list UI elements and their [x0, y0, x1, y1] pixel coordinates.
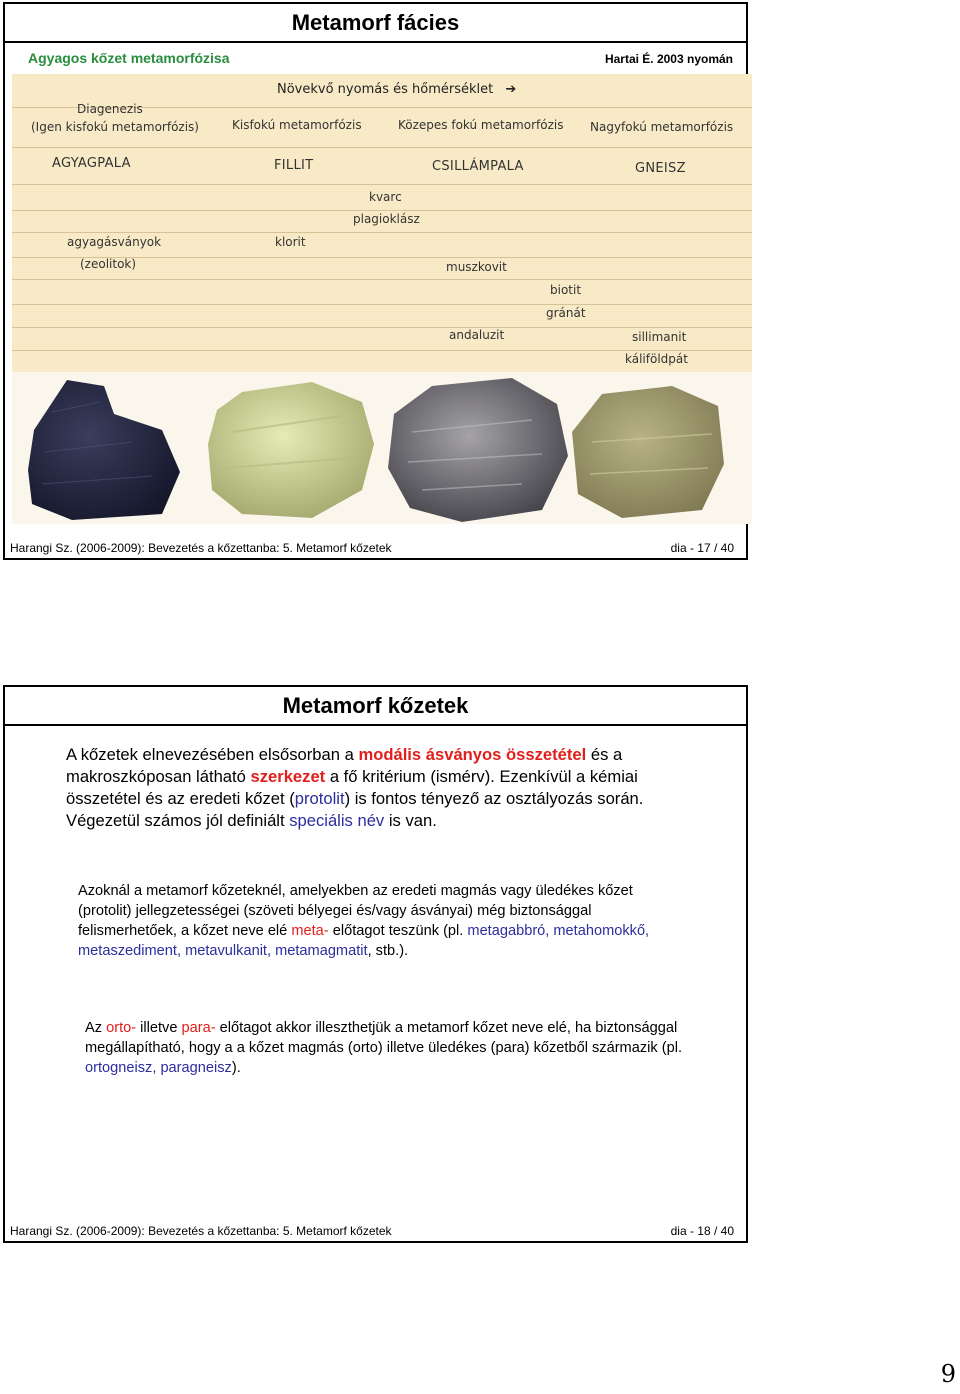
highlight-special-name: speciális név [289, 811, 385, 830]
rock-photo-csillampala [388, 378, 568, 522]
rock-photos-svg [12, 372, 752, 524]
mineral-kvarc: kvarc [369, 190, 402, 204]
rock-agyagpala: AGYAGPALA [52, 156, 131, 171]
highlight-meta-examples: metagabbró, metahomokkő, metaszediment, metavulkanit, metamagmatit [78, 923, 650, 959]
footer-citation: Harangi Sz. (2006-2009): Bevezetés a kőzettanba: 5. Metamorf kőzetek [10, 541, 392, 555]
mineral-agyagasvanyok: agyagásványok [67, 235, 162, 249]
metamorphic-facies-chart [12, 74, 752, 372]
stage-diagenesis: Diagenezis [77, 102, 143, 116]
stage-diagenesis-note: (Igen kisfokú metamorfózis) [31, 120, 199, 134]
paragraph-orto-para-prefix: Az orto- illetve para- előtagot akkor illeszthetjük a metamorf kőzet neve elé, ha biztonsággal megállapítható, hogy a a kőzet magmás (orto) illetve üledékes (para) kőzetből származik (pl. ortogneisz, paragneisz). [85, 1020, 682, 1076]
mineral-zeolitok: (zeolitok) [80, 257, 137, 271]
rock-photos [12, 372, 752, 524]
slide-subtitle: Agyagos kőzet metamorfózisa [28, 50, 230, 66]
mineral-muszkovit: muszkovit [446, 260, 507, 274]
mineral-andaluzit: andaluzit [449, 328, 505, 342]
arrow-right-icon: ➔ [505, 82, 517, 97]
slide-title: Metamorf fácies [5, 4, 746, 43]
stage-medium-grade: Közepes fokú metamorfózis [398, 118, 564, 132]
stage-low-grade: Kisfokú metamorfózis [232, 118, 362, 132]
rock-csillampala: CSILLÁMPALA [432, 159, 524, 174]
rock-photo-agyagpala [28, 380, 180, 520]
highlight-protolith: protolit [294, 789, 345, 808]
highlight-meta-prefix: meta- [291, 923, 329, 939]
paragraph-naming-criteria: A kőzetek elnevezésében elsősorban a modális ásványos összetétel és a makroszkóposan látható szerkezet a fő kritérium (ismérv). Ezenkívül a kémiai összetétel és az eredeti kőzet (protolit) is fontos tényező az osztályozás során. Végezetül számos jól definiált speciális név is van. [66, 745, 644, 830]
paragraph-meta-prefix: Azoknál a metamorf kőzeteknél, amelyekben az eredeti magmás vagy üledékes kőzet (protolit) jellegzetességei (szöveti bélyegei és/vagy ásványai) még biztonsággal felismerhetőek, a kőzet neve elé meta- előtagot teszünk (pl. metagabbró, metahomokkő, metaszediment, metavulkanit, metamagmatit, stb.). [78, 883, 650, 959]
highlight-structure: szerkezet [250, 767, 326, 786]
chart-header: Növekvő nyomás és hőmérséklet ➔ [277, 82, 517, 97]
slide-18 [3, 685, 748, 1243]
highlight-orto-prefix: orto- [106, 1020, 137, 1036]
page-number: 9 [940, 1360, 956, 1388]
footer-slide-number: dia - 17 / 40 [670, 541, 734, 555]
mineral-sillimanit: sillimanit [632, 330, 687, 344]
mineral-plagioklasz: plagioklász [353, 212, 420, 226]
rock-gneisz: GNEISZ [635, 161, 686, 176]
slide-title: Metamorf kőzetek [5, 687, 746, 726]
highlight-modal-composition: modális ásványos összetétel [358, 745, 587, 764]
footer-citation: Harangi Sz. (2006-2009): Bevezetés a kőzettanba: 5. Metamorf kőzetek [10, 1224, 392, 1238]
mineral-biotit: biotit [550, 283, 582, 297]
slide-17 [3, 2, 748, 560]
highlight-para-prefix: para- [181, 1020, 216, 1036]
rock-fillit: FILLIT [274, 158, 314, 173]
mineral-klorit: klorit [275, 235, 306, 249]
mineral-kalifoldpat: káliföldpát [625, 352, 688, 366]
mineral-granat: gránát [546, 306, 586, 320]
rock-photo-gneisz [572, 386, 724, 518]
stage-high-grade: Nagyfokú metamorfózis [590, 120, 734, 134]
rock-photo-fillit [208, 382, 374, 518]
footer-slide-number: dia - 18 / 40 [670, 1224, 734, 1238]
highlight-gneiss-examples: ortogneisz, paragneisz [85, 1060, 232, 1076]
source-credit: Hartai É. 2003 nyomán [604, 52, 733, 66]
